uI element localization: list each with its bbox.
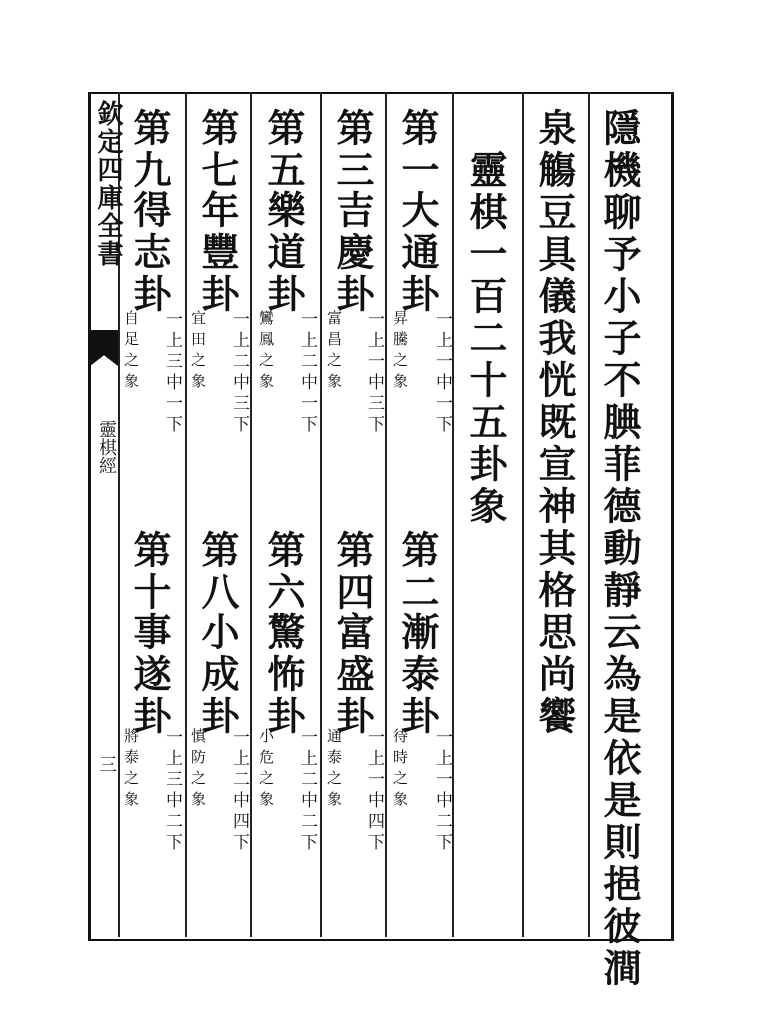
- hexagram-note: 慎防之象: [189, 728, 207, 812]
- hexagram-note: 小危之象: [257, 728, 275, 812]
- hexagram-note: 將泰之象: [122, 728, 140, 812]
- hexagram-code: 一上二中二下: [297, 728, 317, 854]
- column-rule: [185, 92, 187, 937]
- text-column: 泉觴豆具儀我恍既宣神其格思尚饗: [532, 108, 577, 738]
- hexagram-number: 第十: [127, 530, 172, 614]
- hexagram-number: 第九: [127, 108, 172, 192]
- hexagram-note: 待時之象: [391, 728, 409, 812]
- hexagram-name: 吉慶卦: [330, 190, 375, 316]
- hexagram-code: 一上三中一下: [162, 310, 182, 436]
- hexagram-code: 一上一中三下: [364, 310, 384, 436]
- page-number: 三: [96, 755, 117, 773]
- hexagram-code: 一上一中一下: [432, 310, 452, 436]
- hexagram-code: 一上一中四下: [364, 728, 384, 854]
- text-column: 隱機聊予小子不腆菲德動靜云為是依是則挹彼澗: [597, 108, 642, 990]
- hexagram-name: 驚怖卦: [261, 612, 306, 738]
- hexagram-note: 鸞鳳之象: [257, 310, 275, 394]
- book-title: 欽定四庫全書: [93, 100, 123, 268]
- hexagram-number: 第八: [195, 530, 240, 614]
- column-rule: [385, 92, 387, 937]
- column-rule: [250, 92, 252, 937]
- hexagram-number: 第四: [330, 530, 375, 614]
- hexagram-code: 一上二中一下: [297, 310, 317, 436]
- hexagram-name: 得志卦: [127, 190, 172, 316]
- hexagram-name: 大通卦: [395, 190, 440, 316]
- hexagram-code: 一上二中四下: [229, 728, 249, 854]
- chapter-title: 靈棋經: [96, 420, 117, 474]
- hexagram-number: 第六: [261, 530, 306, 614]
- hexagram-name: 樂道卦: [261, 190, 306, 316]
- hexagram-note: 通泰之象: [325, 728, 343, 812]
- column-rule: [522, 92, 524, 937]
- section-heading: 靈棋一百二十五卦象: [463, 150, 508, 528]
- hexagram-name: 年豐卦: [195, 190, 240, 316]
- hexagram-note: 富昌之象: [325, 310, 343, 394]
- hexagram-number: 第七: [195, 108, 240, 192]
- hexagram-note: 自足之象: [122, 310, 140, 394]
- hexagram-name: 富盛卦: [330, 612, 375, 738]
- hexagram-number: 第三: [330, 108, 375, 192]
- hexagram-number: 第五: [261, 108, 306, 192]
- hexagram-note: 昇騰之象: [391, 310, 409, 394]
- hexagram-code: 一上二中三下: [229, 310, 249, 436]
- hexagram-note: 宜田之象: [189, 310, 207, 394]
- hexagram-code: 一上一中二下: [432, 728, 452, 854]
- hexagram-name: 事遂卦: [127, 612, 172, 738]
- hexagram-name: 小成卦: [195, 612, 240, 738]
- hexagram-code: 一上三中二下: [162, 728, 182, 854]
- column-rule: [452, 92, 454, 937]
- column-rule: [320, 92, 322, 937]
- column-rule: [588, 92, 590, 937]
- hexagram-number: 第二: [395, 530, 440, 614]
- hexagram-number: 第一: [395, 108, 440, 192]
- hexagram-name: 漸泰卦: [395, 612, 440, 738]
